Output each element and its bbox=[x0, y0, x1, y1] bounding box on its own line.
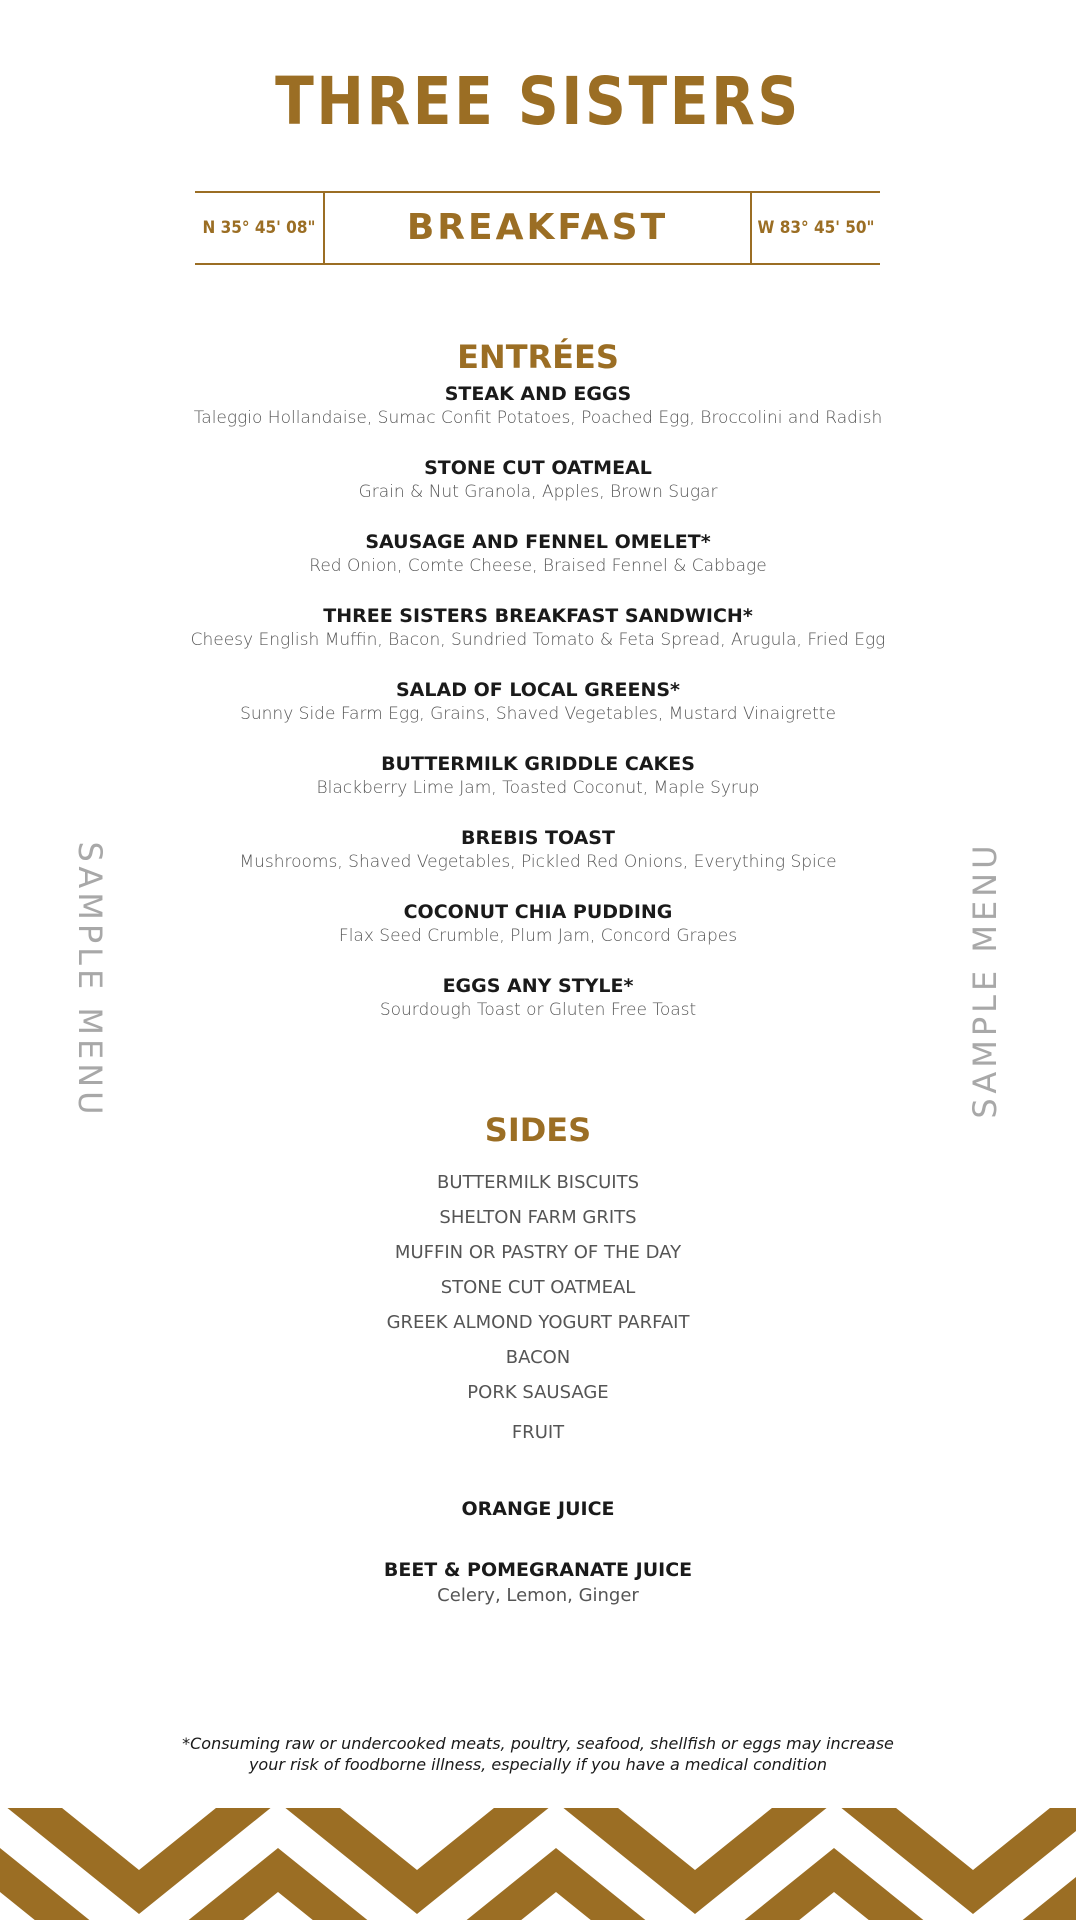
menu-item bbox=[0, 678, 1076, 752]
drink-name: ORANGE JUICE bbox=[461, 1498, 615, 1520]
menu-item-description: Taleggio Hollandaise, Sumac Confit Potatoes, Poached Egg, Broccolini and Radish bbox=[193, 408, 883, 428]
menu-item-name: EGGS ANY STYLE* bbox=[442, 975, 634, 997]
menu-item bbox=[0, 382, 1076, 456]
sides-heading: SIDES bbox=[484, 1111, 592, 1149]
disclaimer-line: *Consuming raw or undercooked meats, poultry, seafood, shellfish or eggs may increase bbox=[182, 1734, 894, 1753]
side-item: BUTTERMILK BISCUITS bbox=[436, 1172, 640, 1193]
menu-item-name: STEAK AND EGGS bbox=[444, 383, 632, 405]
menu-item bbox=[0, 530, 1076, 604]
menu-item bbox=[0, 456, 1076, 530]
meal-title: BREAKFAST bbox=[406, 207, 669, 248]
drink-name: BEET & POMEGRANATE JUICE bbox=[383, 1559, 693, 1581]
sample-menu-watermark-left: SAMPLE MENU bbox=[71, 841, 109, 1119]
menu-item bbox=[0, 900, 1076, 974]
latitude-coordinate: N 35° 45' 08" bbox=[202, 218, 316, 238]
drink-item bbox=[0, 1496, 1076, 1522]
menu-item-description: Blackberry Lime Jam, Toasted Coconut, Maple Syrup bbox=[316, 778, 760, 798]
side-item: STONE CUT OATMEAL bbox=[440, 1277, 636, 1298]
menu-item-description: Cheesy English Muffin, Bacon, Sundried Tomato & Feta Spread, Arugula, Fried Egg bbox=[190, 630, 886, 650]
side-item: MUFFIN OR PASTRY OF THE DAY bbox=[394, 1242, 682, 1263]
menu-item bbox=[0, 974, 1076, 1048]
menu-item-description: Sunny Side Farm Egg, Grains, Shaved Vegetables, Mustard Vinaigrette bbox=[240, 704, 836, 724]
drink-description: Celery, Lemon, Ginger bbox=[437, 1585, 639, 1606]
entrees-heading: ENTRÉES bbox=[457, 338, 619, 376]
side-item: SHELTON FARM GRITS bbox=[439, 1207, 637, 1228]
side-item: BACON bbox=[505, 1347, 571, 1368]
food-safety-disclaimer bbox=[0, 1733, 1076, 1775]
menu-item-name: COCONUT CHIA PUDDING bbox=[403, 901, 673, 923]
menu-item-description: Grain & Nut Granola, Apples, Brown Sugar bbox=[358, 482, 718, 502]
chevron-pattern-decoration bbox=[0, 1808, 1076, 1920]
sides-list bbox=[0, 1165, 1076, 1450]
menu-item bbox=[0, 752, 1076, 826]
side-item: GREEK ALMOND YOGURT PARFAIT bbox=[386, 1312, 690, 1333]
menu-item-name: SAUSAGE AND FENNEL OMELET* bbox=[365, 531, 711, 553]
restaurant-title: THREE SISTERS bbox=[275, 63, 801, 140]
menu-item-description: Sourdough Toast or Gluten Free Toast bbox=[379, 1000, 697, 1020]
side-item: FRUIT bbox=[511, 1422, 565, 1443]
drink-item bbox=[0, 1557, 1076, 1609]
longitude-coordinate: W 83° 45' 50" bbox=[757, 218, 875, 238]
menu-item bbox=[0, 604, 1076, 678]
meal-header-bar bbox=[195, 191, 880, 265]
menu-item-name: BUTTERMILK GRIDDLE CAKES bbox=[381, 753, 695, 775]
menu-item-name: STONE CUT OATMEAL bbox=[424, 457, 652, 479]
entrees-list bbox=[0, 382, 1076, 1048]
side-item: PORK SAUSAGE bbox=[467, 1382, 609, 1403]
sample-menu-watermark-right: SAMPLE MENU bbox=[966, 841, 1004, 1119]
menu-item-name: BREBIS TOAST bbox=[461, 827, 615, 849]
menu-item-description: Red Onion, Comte Cheese, Braised Fennel & Cabbage bbox=[309, 556, 767, 576]
menu-item bbox=[0, 826, 1076, 900]
menu-item-name: SALAD OF LOCAL GREENS* bbox=[396, 679, 680, 701]
menu-item-description: Mushrooms, Shaved Vegetables, Pickled Red Onions, Everything Spice bbox=[239, 852, 837, 872]
disclaimer-line: your risk of foodborne illness, especially if you have a medical condition bbox=[248, 1755, 828, 1774]
menu-item-name: THREE SISTERS BREAKFAST SANDWICH* bbox=[323, 605, 753, 627]
menu-item-description: Flax Seed Crumble, Plum Jam, Concord Grapes bbox=[338, 926, 738, 946]
